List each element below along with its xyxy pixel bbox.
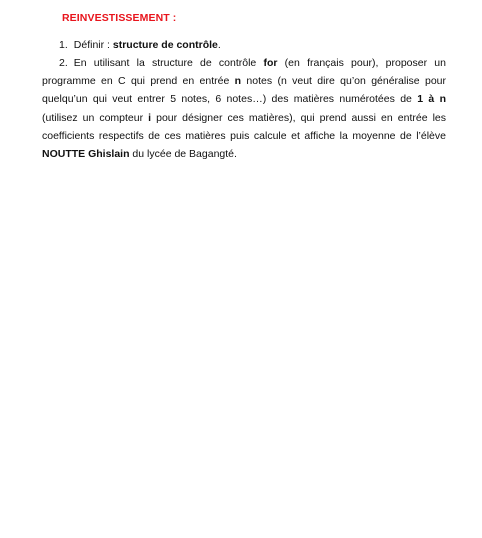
item2-bold-student-name: NOUTTE Ghislain [42, 148, 130, 161]
list-number-2: 2. [59, 57, 68, 69]
item2-text-1: En utilisant la structure de contrôle [73, 57, 264, 69]
section-heading: REINVESTISSEMENT : [62, 12, 177, 24]
item2-text-4: (utilisez un compteur [42, 111, 149, 124]
item2-bold-i: i [148, 111, 152, 124]
item1-text: Définir : [73, 39, 113, 51]
list-item-1 [59, 36, 449, 54]
item1-bold-term: structure de contrôle [112, 39, 218, 51]
item2-bold-n: n [234, 75, 242, 88]
item2-bold-range: 1 à n [417, 93, 446, 106]
item2-text-2: (en français pour), proposer un programme en C qui prend en entrée [42, 57, 446, 88]
item2-text-5: pour désigner ces matières), qui prend aussi en entrée les coefficients respectifs de ces matières puis calcule et affiche la moyenne de l’élève [42, 111, 447, 142]
list-number-1: 1. [59, 39, 68, 51]
item2-text-6: du lycée de Bagangté. [129, 148, 237, 161]
list-item-2 [42, 54, 446, 163]
item2-text-3: notes (n veut dire qu’on généralise pour quelqu’un qui veut entrer 5 notes, 6 notes…) des matières numérotées de [42, 75, 446, 106]
item2-bold-for: for [263, 57, 278, 69]
item1-end: . [217, 39, 221, 51]
